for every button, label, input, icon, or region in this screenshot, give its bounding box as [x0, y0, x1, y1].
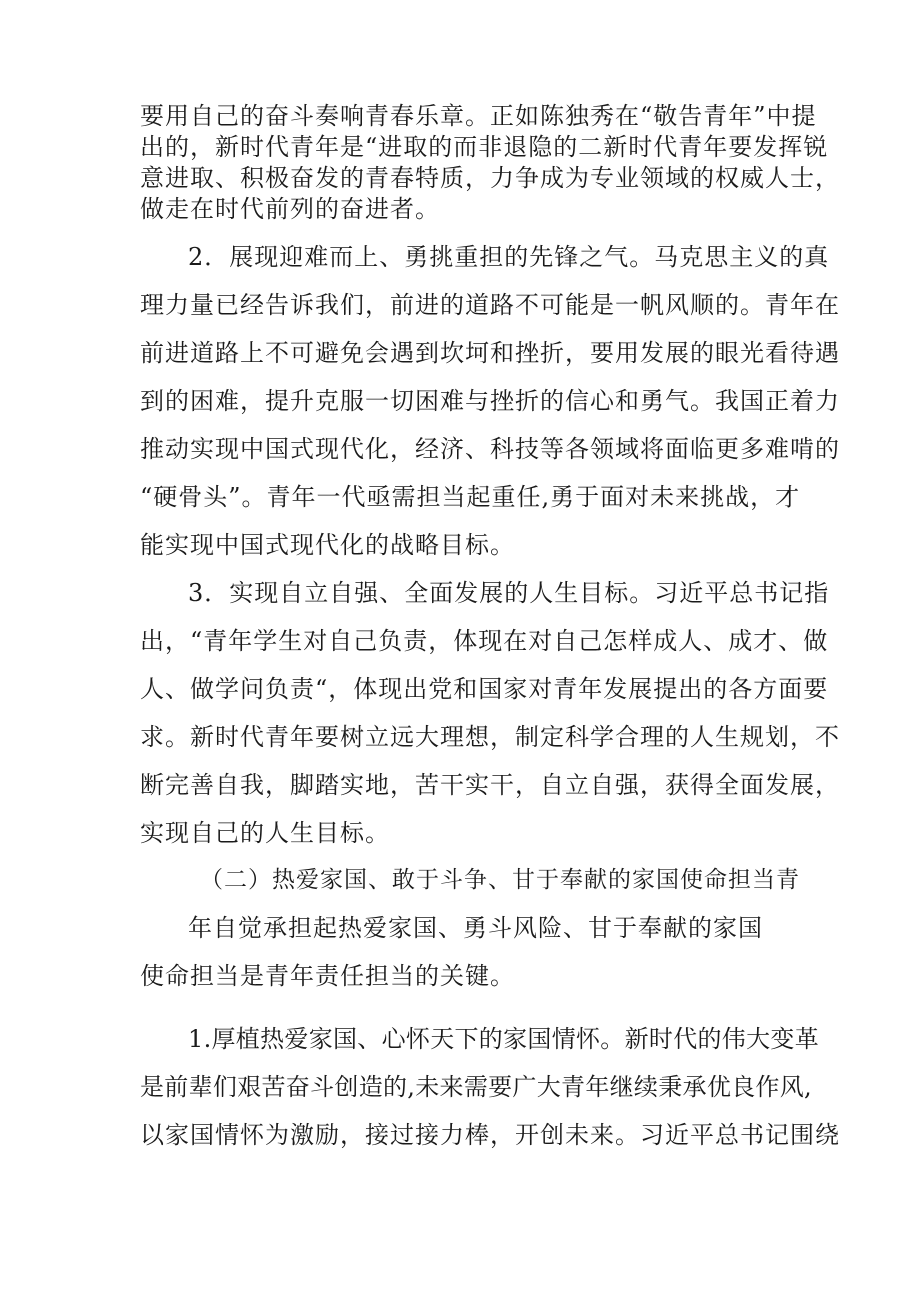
intro-line-1: 要用自己的奋斗奏响青春乐章。正如陈独秀在“敬告青年”中提	[140, 102, 817, 130]
point-2-line-4: 到的困难，提升克服一切困难与挫折的信心和勇气。我国正着力	[140, 387, 840, 415]
point-3-line-3: 人、做学问负责“，体现出党和国家对青年发展提出的各方面要	[140, 675, 829, 703]
point-2-line-3: 前进道路上不可避免会遇到坎坷和挫折，要用发展的眼光看待遇	[140, 339, 840, 367]
point-2-line-5: 推动实现中国式现代化，经济、科技等各领域将面临更多难啃的	[140, 435, 840, 463]
section-2-heading: （二）热爱家国、敢于斗争、甘于奉献的家国使命担当青	[200, 867, 800, 893]
point-2-line-7: 能实现中国式现代化的战略目标。	[140, 531, 515, 559]
point-3-line-1: 3．实现自立自强、全面发展的人生目标。习近平总书记指	[188, 579, 830, 607]
intro-line-4: 做走在时代前列的奋进者。	[140, 195, 440, 223]
point-2-line-1: 2．展现迎难而上、勇挑重担的先锋之气。马克思主义的真	[188, 243, 830, 271]
point-1b-line-2: 是前辈们艰苦奋斗创造的,未来需要广大青年继续秉承优良作风,	[140, 1073, 812, 1101]
point-2-line-6: “硬骨头”。青年一代亟需担当起重任,勇于面对未来挑战，才	[140, 483, 801, 511]
point-2-line-2: 理力量已经告诉我们，前进的道路不可能是一帆风顺的。青年在	[140, 291, 840, 319]
intro-line-3: 意进取、积极奋发的青春特质，力争成为专业领域的权威人士，	[140, 164, 840, 192]
section-2-line-3: 使命担当是青年责任担当的关键。	[140, 962, 515, 990]
point-3-line-4: 求。新时代青年要树立远大理想，制定科学合理的人生规划，不	[140, 723, 840, 751]
point-3-line-5: 断完善自我，脚踏实地，苦干实干，自立自强，获得全面发展，	[140, 771, 840, 799]
section-2-line-2: 年自觉承担起热爱家国、勇斗风险、甘于奉献的家国	[188, 914, 763, 942]
point-3-line-2: 出，“青年学生对自己负责，体现在对自己怎样成人、成才、做	[140, 627, 829, 655]
point-1b-line-3: 以家国情怀为激励，接过接力棒，开创未来。习近平总书记围绕	[140, 1121, 840, 1149]
point-3-line-6: 实现自己的人生目标。	[140, 819, 390, 847]
intro-line-2: 出的，新时代青年是“进取的而非退隐的二新时代青年要发挥锐	[140, 133, 829, 161]
point-1b-line-1: 1.厚植热爱家国、心怀天下的家国情怀。新时代的伟大变革	[188, 1025, 819, 1053]
